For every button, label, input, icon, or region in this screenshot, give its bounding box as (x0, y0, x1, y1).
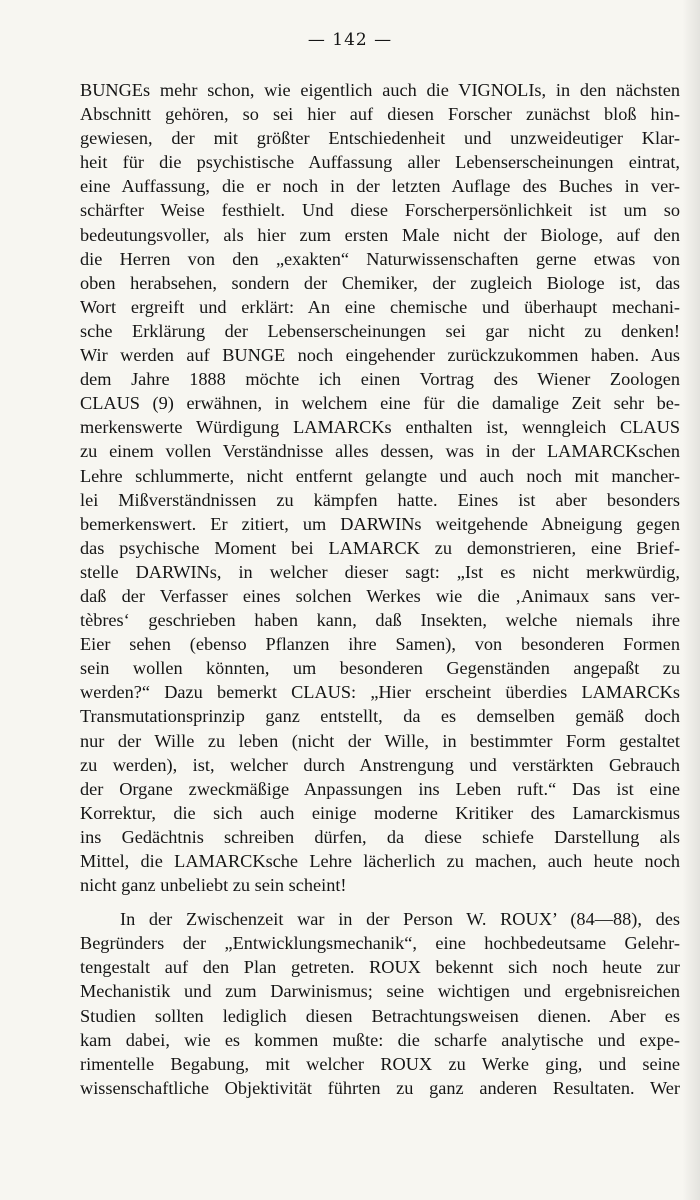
text-line: kam dabei, wie es kommen mußte: die scharfe analytische und expe- (80, 1029, 680, 1050)
text-line: zu einem vollen Verständnisse alles dessen, was in der LAMARCKschen (80, 441, 680, 462)
text-line: Mechanistik und zum Darwinismus; seine wichtigen und ergebnisreichen (80, 981, 680, 1002)
text-line: das psychische Moment bei LAMARCK zu demonstrieren, eine Brief- (80, 537, 680, 558)
text-line: Lehre schlummerte, nicht entfernt gelangte und auch noch mit mancher- (80, 465, 680, 486)
text-line: zu werden), ist, welcher durch Anstrengung und verstärkten Gebrauch (80, 754, 680, 775)
text-line: Korrektur, die sich auch einige moderne Kritiker des Lamarckismus (80, 802, 680, 823)
text-line: bemerkenswert. Er zitiert, um DARWINs weitgehende Abneigung gegen (80, 513, 680, 534)
text-line: Abschnitt gehören, so sei hier auf diesen Forscher zunächst bloß hin- (80, 104, 680, 125)
text-line: CLAUS (9) erwähnen, in welchem eine für die damalige Zeit sehr be- (80, 393, 680, 414)
text-line: daß der Verfasser eines solchen Werkes wie die ‚Animaux sans ver- (80, 585, 680, 606)
text-line: nicht ganz unbeliebt zu sein scheint! (80, 875, 347, 896)
text-line: In der Zwischenzeit war in der Person W. ROUX’ (84—88), des (120, 909, 680, 930)
text-line: lei Mißverständnissen zu kämpfen hatte. Eines ist aber besonders (80, 489, 680, 510)
text-line: tèbres‘ geschrieben haben kann, daß Insekten, welche niemals ihre (80, 610, 680, 631)
text-line: eine Auffassung, die er noch in der letzten Auflage des Buches in ver- (80, 176, 680, 197)
text-line: BUNGEs mehr schon, wie eigentlich auch die VIGNOLIs, in den nächsten (80, 80, 680, 100)
paragraph-2 (80, 907, 680, 1100)
text-line: heit für die psychistische Auffassung aller Lebenserscheinungen eintrat, (80, 152, 680, 173)
text-line: ins Gedächtnis schreiben dürfen, da diese schiefe Darstellung als (80, 826, 680, 847)
text-line: werden?“ Dazu bemerkt CLAUS: „Hier erscheint überdies LAMARCKs (80, 682, 680, 703)
page-number: — 142 — (307, 30, 393, 50)
text-line: Studien sollten lediglich diesen Betrachtungsweisen dienen. Aber es (80, 1005, 680, 1026)
text-line: der Organe zweckmäßige Anpassungen ins Leben ruft.“ Das ist eine (80, 778, 680, 799)
text-line: schärfter Weise festhielt. Und diese Forscherpersönlichkeit ist um so (80, 200, 680, 221)
text-line: gewiesen, der mit größter Entschiedenheit und unzweideutiger Klar- (80, 128, 680, 149)
text-line: Mittel, die LAMARCKsche Lehre lächerlich zu machen, auch heute noch (80, 851, 680, 871)
text-line: dem Jahre 1888 möchte ich einen Vortrag des Wiener Zoologen (80, 369, 680, 390)
text-line: Wir werden auf BUNGE noch eingehender zurückzukommen haben. Aus (80, 345, 680, 366)
text-line: die Herren von den „exakten“ Naturwissenschaften gerne etwas von (80, 248, 680, 269)
text-line: merkenswerte Würdigung LAMARCKs enthalten ist, wenngleich CLAUS (80, 417, 680, 438)
text-line: Begründers der „Entwicklungsmechanik“, eine hochbedeutsame Gelehr- (80, 933, 680, 954)
text-line: stelle DARWINs, in welcher dieser sagt: „Ist es nicht merkwürdig, (80, 561, 680, 582)
text-line: sche Erklärung der Lebenserscheinungen sei gar nicht zu denken! (80, 320, 680, 341)
paragraph-gap (80, 897, 680, 907)
text-line: sein wollen könnten, um besonderen Gegenständen angepaßt zu (80, 658, 680, 679)
text-line: bedeutungsvoller, als hier zum ersten Male nicht der Biologe, auf den (80, 224, 680, 245)
text-line: Wort ergreift und erklärt: An eine chemische und überhaupt mechani- (80, 296, 680, 317)
page-body (80, 78, 680, 1100)
text-line: Transmutationsprinzip ganz entstellt, da es demselben gemäß doch (80, 706, 680, 727)
text-line: rimentelle Begabung, mit welcher ROUX zu Werke ging, und seine (80, 1053, 680, 1074)
text-line: oben herabsehen, sondern der Chemiker, der zugleich Biologe ist, das (80, 272, 680, 293)
page-edge-shadow (682, 0, 700, 1200)
text-line: Eier sehen (ebenso Pflanzen ihre Samen), von besonderen Formen (80, 634, 680, 655)
text-line: wissenschaftliche Objektivität führten zu ganz anderen Resultaten. Wer (80, 1077, 680, 1098)
text-line: nur der Wille zu leben (nicht der Wille, in bestimmter Form gestaltet (80, 730, 680, 751)
paragraph-1 (80, 78, 680, 897)
text-line: tengestalt auf den Plan getreten. ROUX bekennt sich noch heute zur (80, 957, 680, 978)
